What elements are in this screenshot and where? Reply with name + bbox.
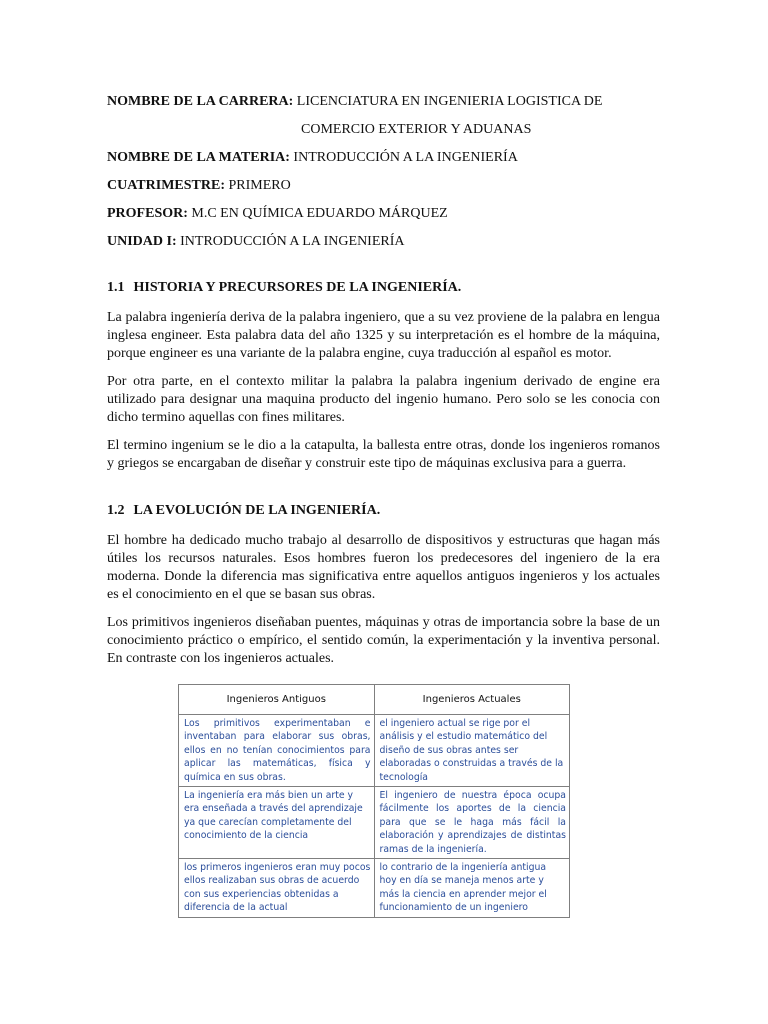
table-row	[179, 715, 570, 787]
carrera-value-continued: COMERCIO EXTERIOR Y ADUANAS	[301, 122, 532, 137]
section-1-title: HISTORIA Y PRECURSORES DE LA INGENIERÍA.	[133, 280, 462, 295]
cuatrimestre-value: PRIMERO	[228, 178, 291, 193]
section-2-paragraph: El hombre ha dedicado mucho trabajo al desarrollo de dispositivos y estructuras que hagan más útiles los recursos naturales. Esos hombres fueron los predecesores del ingeniero de la era moderna. Donde la diferencia mas significativa entre aquellos antiguos ingenieros y los actuales es el conocimiento en el que se basan sus obras.	[107, 533, 660, 602]
table-cell-actuales: el ingeniero actual se rige por el análisis y el estudio matemático del diseño de sus obras antes ser elaboradas o construidas a través de la tecnología	[374, 715, 570, 787]
section-2-heading	[107, 502, 660, 520]
comparison-table	[178, 684, 570, 918]
section-1-paragraph: La palabra ingeniería deriva de la palabra ingeniero, que a su vez proviene de la palabra en lengua inglesa engineer. Esta palabra data del año 1325 y su interpretación es el hombre de la máquina, porque engineer es una variante de la palabra engine, cuya traducción al español es motor.	[107, 310, 660, 361]
unidad-line	[107, 228, 660, 256]
materia-value: INTRODUCCIÓN A LA INGENIERÍA	[293, 150, 518, 165]
carrera-value: LICENCIATURA EN INGENIERIA LOGISTICA DE	[296, 94, 603, 109]
section-1-number: 1.1	[107, 280, 125, 295]
cuatrimestre-line	[107, 172, 660, 200]
profesor-label: PROFESOR:	[107, 206, 188, 221]
carrera-label: NOMBRE DE LA CARRERA:	[107, 94, 294, 109]
table-row	[179, 787, 570, 859]
document-page	[107, 88, 660, 668]
table-header-antiguos: Ingenieros Antiguos	[179, 685, 375, 715]
materia-label: NOMBRE DE LA MATERIA:	[107, 150, 290, 165]
table-header-row	[179, 685, 570, 715]
unidad-label: UNIDAD I:	[107, 234, 177, 249]
section-1-heading	[107, 279, 660, 297]
unidad-value: INTRODUCCIÓN A LA INGENIERÍA	[180, 234, 405, 249]
section-2-number: 1.2	[107, 503, 125, 518]
carrera-line	[107, 88, 660, 116]
table-row	[179, 859, 570, 918]
table-header-actuales: Ingenieros Actuales	[374, 685, 570, 715]
table-cell-actuales: El ingeniero de nuestra época ocupa fácilmente los aportes de la ciencia para que se le haga más fácil la elaboración y aprendizajes de distintas ramas de la ingeniería.	[374, 787, 570, 859]
cuatrimestre-label: CUATRIMESTRE:	[107, 178, 225, 193]
table-cell-antiguos: los primeros ingenieros eran muy pocos ellos realizaban sus obras de acuerdo con sus experiencias obtenidas a diferencia de la actual	[179, 859, 375, 918]
carrera-line-continued	[107, 116, 660, 144]
table-cell-antiguos: La ingeniería era más bien un arte y era enseñada a través del aprendizaje ya que carecían completamente del conocimiento de la ciencia	[179, 787, 375, 859]
section-2-paragraph: Los primitivos ingenieros diseñaban puentes, máquinas y otras de importancia sobre la base de un conocimiento práctico o empírico, el sentido común, la experimentación y la inventiva personal. En contraste con los ingenieros actuales.	[107, 615, 660, 666]
table-cell-antiguos: Los primitivos experimentaban e inventaban para elaborar sus obras, ellos en no tenían conocimientos para aplicar las matemáticas, física y química en sus obras.	[179, 715, 375, 787]
section-1-paragraph: Por otra parte, en el contexto militar la palabra la palabra ingenium derivado de engine era utilizado para designar una maquina producto del ingenio humano. Pero solo se les conocia con dicho termino aquellas con fines militares.	[107, 374, 660, 425]
section-2-title: LA EVOLUCIÓN DE LA INGENIERÍA.	[133, 503, 381, 518]
profesor-value: M.C EN QUÍMICA EDUARDO MÁRQUEZ	[191, 206, 448, 221]
profesor-line	[107, 200, 660, 228]
table-cell-actuales: lo contrario de la ingeniería antigua hoy en día se maneja menos arte y más la ciencia en aprender mejor el funcionamiento de un ingeniero	[374, 859, 570, 918]
section-1-paragraph: El termino ingenium se le dio a la catapulta, la ballesta entre otras, donde los ingenieros romanos y griegos se encargaban de diseñar y construir este tipo de máquinas exclusiva para a guerra.	[107, 438, 660, 471]
materia-line	[107, 144, 660, 172]
